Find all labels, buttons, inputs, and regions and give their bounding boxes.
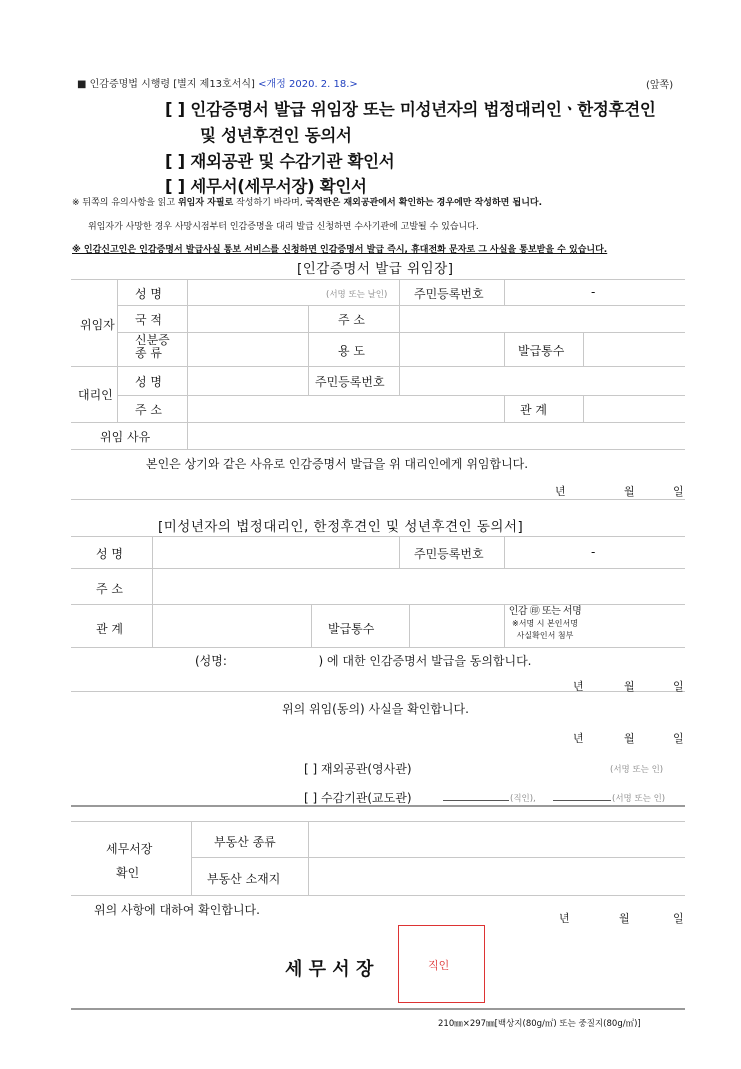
tax-statement: 위의 사항에 대하여 확인합니다. — [94, 903, 260, 917]
page-side: (앞쪽) — [646, 80, 674, 91]
section-title-consent: [미성년자의 법정대리인, 한정후견인 및 성년후견인 동의서] — [158, 519, 524, 535]
prison-seal-hint: (직인), — [510, 794, 536, 804]
delegator-label: 위임자 — [80, 318, 115, 332]
guardian-relation-label: 관 계 — [96, 622, 123, 636]
nationality-label: 국 적 — [135, 313, 162, 327]
title-line-1: [ ] 인감증명서 발급 위임장 또는 미성년자의 법정대리인ㆍ한정후견인 — [165, 100, 656, 119]
warning-note: 위임자가 사망한 경우 사망시점부터 인감증명을 대리 발급 신청하면 수사기관에 고발될 수 있습니다. — [88, 222, 479, 232]
delegation-reason-label: 위임 사유 — [100, 430, 151, 444]
revision-date: <개정 2020. 2. 18.> — [258, 79, 358, 90]
agent-address-label: 주 소 — [135, 403, 162, 417]
tax-year: 년 — [559, 912, 570, 925]
agent-name-label: 성 명 — [135, 375, 162, 389]
title-line-2: 및 성년후견인 동의서 — [200, 126, 352, 145]
confirm-month: 월 — [624, 732, 635, 745]
paper-spec: 210㎜×297㎜[백상지(80g/㎡) 또는 중질지(80g/㎡)] — [438, 1019, 641, 1029]
agent-rrn-label: 주민등록번호 — [315, 375, 385, 389]
tax-month: 월 — [619, 912, 630, 925]
id-type-label: 신분증 종 류 — [135, 333, 170, 360]
official-seal-label: 직인 — [428, 959, 450, 972]
delegation-statement: 본인은 상기와 같은 사유로 인감증명서 발급을 위 대리인에게 위임합니다. — [146, 457, 529, 471]
tax-day: 일 — [673, 912, 684, 925]
delegator-rrn-label: 주민등록번호 — [414, 287, 484, 301]
confirm-year: 년 — [573, 732, 584, 745]
consent-month: 월 — [624, 680, 635, 693]
guardian-rrn-label: 주민등록번호 — [414, 547, 484, 561]
property-type-label: 부동산 종류 — [214, 835, 276, 849]
confirm-statement: 위의 위임(동의) 사실을 확인합니다. — [282, 702, 469, 716]
date-month: 월 — [624, 485, 635, 498]
delegator-name-label: 성 명 — [135, 287, 162, 301]
guardian-copies-label: 발급통수 — [328, 622, 375, 636]
date-day: 일 — [673, 485, 684, 498]
confirm-day: 일 — [673, 732, 684, 745]
rrn-dash: - — [591, 285, 596, 299]
section-title-delegation: [인감증명서 발급 위임장] — [297, 261, 454, 277]
agent-label: 대리인 — [78, 388, 113, 402]
title-line-3: [ ] 재외공관 및 수감기관 확인서 — [165, 152, 395, 171]
sign-or-seal-hint: (서명 또는 날인) — [326, 290, 388, 300]
consent-day: 일 — [673, 680, 684, 693]
seal-or-sign-box: 인감 ㊞ 또는 서명 ※서명 시 본인서명 사실확인서 첨부 — [508, 606, 582, 640]
guardian-name-label: 성 명 — [96, 547, 123, 561]
copies-label: 발급통수 — [518, 344, 565, 358]
law-reference: ■ 인감증명법 시행령 [별지 제13호서식] — [77, 79, 255, 90]
purpose-label: 용 도 — [338, 344, 365, 358]
consulate-checkbox[interactable]: [ ] 재외공관(영사관) — [304, 762, 412, 776]
delegator-address-label: 주 소 — [338, 313, 365, 327]
date-year: 년 — [555, 485, 566, 498]
consent-year: 년 — [573, 680, 584, 693]
instruction-note: ※ 뒤쪽의 유의사항을 읽고 위임자 자필로 작성하기 바라며, 국적란은 재외공관에서 확인하는 경우에만 작성하면 됩니다. — [72, 198, 542, 208]
consulate-sign-hint: (서명 또는 인) — [610, 765, 664, 775]
prison-sign-hint: (서명 또는 인) — [612, 794, 666, 804]
guardian-rrn-dash: - — [591, 545, 596, 559]
notification-note: ※ 인감신고인은 인감증명서 발급사실 통보 서비스를 신청하면 인감증명서 발급 즉시, 휴대전화 문자로 그 사실을 통보받을 수 있습니다. — [72, 245, 608, 255]
title-line-4: [ ] 세무서(세무서장) 확인서 — [165, 177, 367, 196]
form-reference — [77, 75, 358, 90]
property-location-label: 부동산 소재지 — [207, 872, 281, 886]
prison-checkbox[interactable]: [ ] 수감기관(교도관) — [304, 791, 412, 805]
tax-chief-title: 세 무 서 장 — [285, 959, 374, 980]
consent-statement: (성명: ) 에 대한 인감증명서 발급을 동의합니다. — [195, 654, 532, 668]
tax-chief-label: 세무서장 — [106, 842, 153, 856]
guardian-address-label: 주 소 — [96, 582, 123, 596]
tax-confirm-label: 확인 — [116, 866, 140, 880]
agent-relation-label: 관 계 — [520, 403, 547, 417]
